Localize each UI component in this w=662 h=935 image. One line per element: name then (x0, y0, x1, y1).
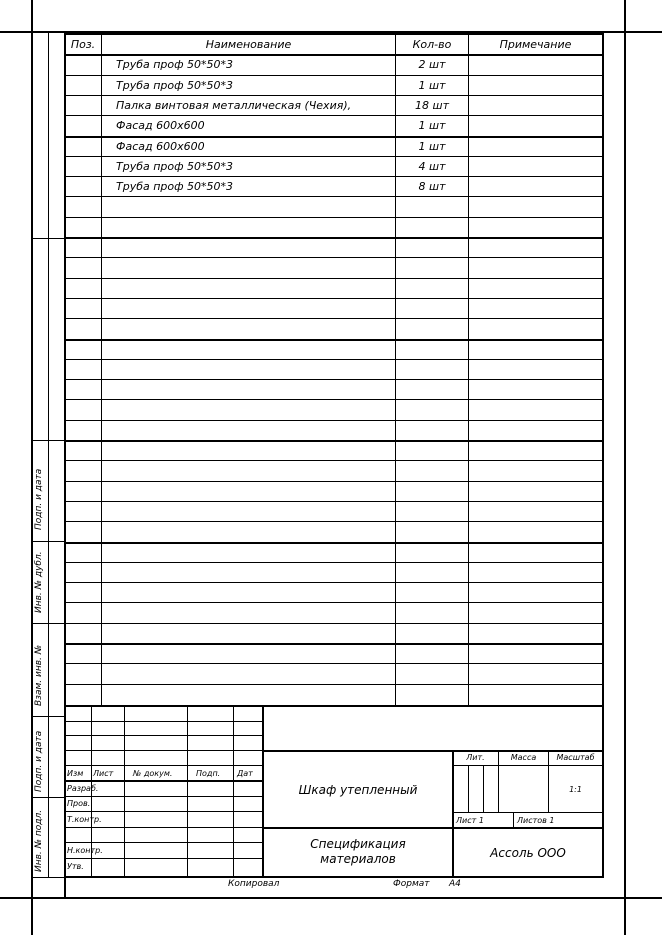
footer-format-label: Формат (393, 879, 430, 889)
table-row-divider (64, 643, 603, 645)
row-qty: 1 шт (418, 79, 446, 92)
table-row-divider (64, 460, 603, 461)
table-column-divider (468, 34, 469, 705)
side-label-inv-dubl: Инв. № дубл. (34, 551, 44, 613)
stamp-massa: Масса (510, 753, 537, 762)
table-column-divider (101, 34, 102, 705)
table-row-divider (64, 602, 603, 603)
stamp-dat: Дат (237, 769, 253, 778)
stamp-utv: Утв. (67, 862, 84, 871)
table-row-divider (64, 623, 603, 624)
row-name: Палка винтовая металлическая (Чехия), (116, 99, 352, 112)
table-row-divider (64, 318, 603, 319)
stamp-n-kontr: Н.контр. (67, 846, 103, 855)
stamp-doc-name-1: Спецификация (310, 837, 406, 851)
header-qty: Кол-во (412, 38, 452, 51)
table-row-divider (64, 542, 603, 544)
table-row-divider (64, 217, 603, 218)
table-row-divider (64, 562, 603, 563)
footer-kopiroval: Копировал (228, 879, 280, 889)
table-row-divider (64, 684, 603, 685)
table-row-divider (64, 481, 603, 482)
side-label-vzam-inv: Взам. инв. № (34, 644, 44, 706)
header-name: Наименование (205, 38, 292, 51)
row-name: Фасад 600х600 (116, 140, 205, 153)
row-qty: 4 шт (418, 160, 446, 173)
table-row-divider (64, 339, 603, 341)
row-qty: 2 шт (418, 58, 446, 71)
stamp-list: Лист (93, 769, 114, 778)
table-row-divider (64, 399, 603, 400)
row-qty: 8 шт (418, 180, 446, 193)
header-note: Примечание (499, 38, 572, 51)
table-row-divider (64, 278, 603, 279)
side-label-inv-podl: Инв. № подл. (34, 809, 44, 872)
stamp-masshtab: Масштаб (556, 753, 595, 762)
table-row-divider (64, 237, 603, 239)
header-pos: Поз. (70, 38, 96, 51)
row-name: Труба проф 50*50*3 (116, 58, 234, 71)
table-row-divider (64, 582, 603, 583)
table-row-divider (64, 521, 603, 522)
stamp-prov: Пров. (67, 799, 91, 808)
stamp-razrab: Разраб. (67, 784, 99, 793)
stamp-lit: Лит. (466, 753, 485, 762)
row-name: Труба проф 50*50*3 (116, 180, 234, 193)
footer-format-value: А4 (449, 879, 461, 889)
stamp-sheet: Лист 1 (456, 816, 484, 825)
table-row-divider (64, 440, 603, 442)
row-name: Фасад 600х600 (116, 119, 205, 132)
stamp-izm: Изм (67, 769, 84, 778)
row-qty: 1 шт (418, 119, 446, 132)
stamp-title: Шкаф утепленный (298, 783, 418, 797)
table-row-divider (64, 379, 603, 380)
table-row-divider (64, 257, 603, 258)
table-row-divider (64, 663, 603, 664)
stamp-sheets: Листов 1 (517, 816, 555, 825)
stamp-podp: Подп. (196, 769, 221, 778)
table-row-divider (64, 420, 603, 421)
row-qty: 18 шт (415, 99, 449, 112)
stamp-scale: 1:1 (569, 785, 582, 794)
side-label-podp-data-1: Подп. и дата (34, 468, 44, 530)
stamp-doc-no: № докум. (133, 769, 173, 778)
row-name: Труба проф 50*50*3 (116, 160, 234, 173)
side-label-podp-data-2: Подп. и дата (34, 730, 44, 792)
row-name: Труба проф 50*50*3 (116, 79, 234, 92)
stamp-doc-name-2: материалов (320, 852, 396, 866)
stamp-org: Ассоль ООО (490, 846, 566, 860)
table-row-divider (64, 359, 603, 360)
table-row-divider (64, 298, 603, 299)
table-row-divider (64, 501, 603, 502)
stamp-t-kontr: Т.контр. (67, 815, 102, 824)
row-qty: 1 шт (418, 140, 446, 153)
